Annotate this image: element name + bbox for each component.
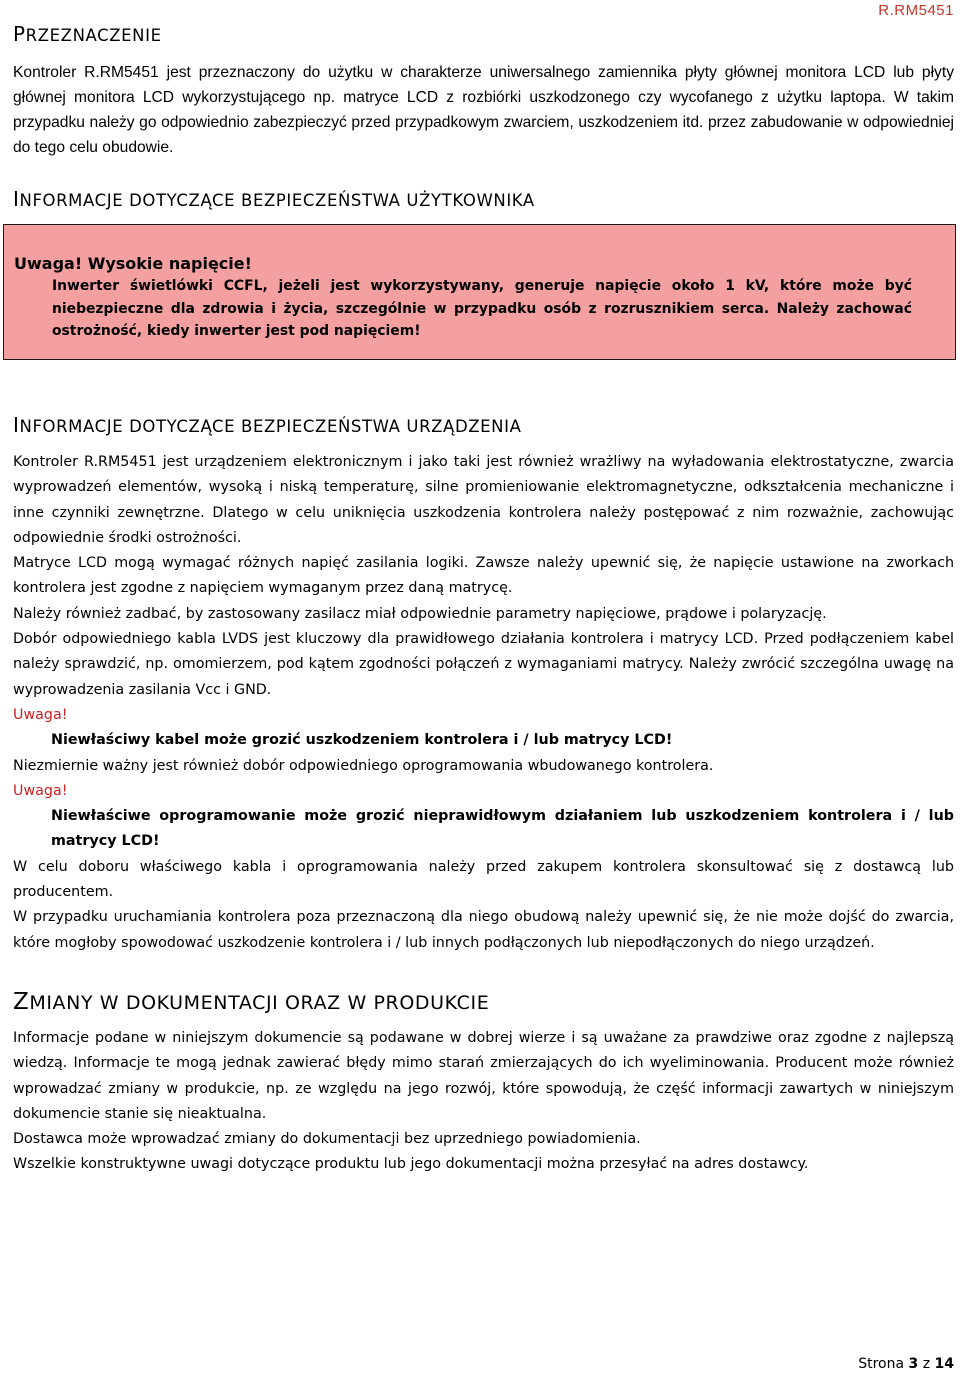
section-title-purpose: [13, 24, 162, 45]
page-number: [858, 1356, 954, 1372]
purpose-paragraph: Kontroler R.RM5451 jest przeznaczony do użytku w charakterze uniwersalnego zamiennika płyty głównej monitora LCD lub płyty głównej monitora LCD wykorzystującego np. matryce LCD z rozbiórki uszkodzonego czy wycofanego z użytku laptopa. W takim przypadku należy go odpowiednio zabezpieczyć przed przypadkowym zwarciem, uszkodzeniem itd. przez zabudowanie w odpowiedniej do tego celu obudowie.: [13, 64, 954, 156]
section-title-initial: I: [13, 187, 20, 211]
paragraph: Należy również zadbać, by zastosowany zasilacz miał odpowiednie parametry napięciowe, prądowe i polaryzację.: [13, 605, 827, 622]
section-title-user-safety: [13, 189, 535, 210]
changes-body: [13, 1026, 954, 1178]
page-total: 14: [934, 1356, 954, 1372]
section-title-rest: RZEZNACZENIE: [25, 26, 162, 45]
section-title-device-safety: [13, 415, 521, 436]
paragraph: Matryce LCD mogą wymagać różnych napięć zasilania logiki. Zawsze należy upewnić się, że napięcie ustawione na zworkach kontrolera jest zgodne z napięciem wymaganym przez daną matrycę.: [13, 555, 954, 597]
paragraph: Dostawca może wprowadzać zmiany do dokumentacji bez uprzedniego powiadomienia.: [13, 1131, 641, 1148]
high-voltage-warning-box: [3, 224, 956, 360]
paragraph: Kontroler R.RM5451 jest urządzeniem elektronicznym i jako taki jest również wrażliwy na wyładowania elektrostatyczne, zwarcia wyprowadzeń elementów, wysoką i niską temperaturę, silne promieniowanie elektromagnetyczne, odkształcenia mechaniczne i inne czynniki zewnętrzne. Dlatego w celu uniknięcia uszkodzenia kontrolera należy postępować z nim rozważnie, zachowując odpowiednie środki ostrożności.: [13, 454, 954, 546]
warning-label: Uwaga!: [13, 706, 68, 723]
section-title-initial: I: [13, 413, 20, 437]
paragraph: Dobór odpowiedniego kabla LVDS jest kluczowy dla prawidłowego działania kontrolera i matrycy LCD. Przed podłączeniem kabel należy sprawdzić, np. omomierzem, pod kątem zgodności połączeń z wymaganiami matrycy. Należy zwrócić szczególna uwagę na wyprowadzenia zasilania Vcc i GND.: [13, 631, 954, 698]
warning-label: Uwaga!: [13, 782, 68, 799]
page-separator: z: [922, 1356, 931, 1372]
paragraph: Niezmiernie ważny jest również dobór odpowiedniego oprogramowania wbudowanego kontrolera.: [13, 757, 714, 774]
warning-text: Inwerter świetlówki CCFL, jeżeli jest wykorzystywany, generuje napięcie około 1 kV, które może być niebezpieczne dla zdrowia i życia, szczególnie w przypadku osób z rozrusznikiem serca. Należy zachować ostrożność, kiedy inwerter jest pod napięciem!: [52, 278, 912, 339]
document-code: R.RM5451: [878, 2, 954, 19]
section-title-changes: [13, 991, 489, 1014]
section-title-initial: P: [13, 22, 26, 46]
warning-statement: Niewłaściwy kabel może grozić uszkodzeniem kontrolera i / lub matrycy LCD!: [51, 732, 673, 749]
page-label: Strona: [858, 1356, 905, 1372]
paragraph: W celu doboru właściwego kabla i oprogramowania należy przed zakupem kontrolera skonsultować się z dostawcą lub producentem.: [13, 858, 954, 901]
paragraph: W przypadku uruchamiania kontrolera poza przeznaczoną dla niego obudową należy upewnić się, że nie może dojść do zwarcia, które mogłoby spowodować uszkodzenie kontrolera i / lub innych podłączonych lub niepodłączonych do niego urządzeń.: [13, 909, 954, 951]
page-current: 3: [908, 1356, 919, 1372]
warning-title: Uwaga! Wysokie napięcie!: [14, 254, 252, 273]
section-title-rest: NFORMACJE DOTYCZĄCE BEZPIECZEŃSTWA UŻYTKOWNIKA: [19, 191, 535, 210]
paragraph: Wszelkie konstruktywne uwagi dotyczące produktu lub jego dokumentacji można przesyłać na adres dostawcy.: [13, 1156, 809, 1173]
section-title-rest: MIANY W DOKUMENTACJI ORAZ W PRODUKCIE: [29, 992, 490, 1014]
warning-statement: Niewłaściwe oprogramowanie może grozić nieprawidłowym działaniem lub uszkodzeniem kontrolera i / lub matrycy LCD!: [51, 808, 954, 850]
section-title-rest: NFORMACJE DOTYCZĄCE BEZPIECZEŃSTWA URZĄDZENIA: [19, 417, 522, 436]
device-safety-body: [13, 450, 954, 956]
paragraph: Informacje podane w niniejszym dokumencie są podawane w dobrej wierze i są uważane za prawdziwe oraz zgodne z najlepszą wiedzą. Informacje te mogą jednak zawierać błędy mimo starań zmierzających do ich wyeliminowania. Producent może również wprowadzać zmiany w produkcie, np. ze względu na jego rozwój, które spowodują, że część informacji zawartych w niniejszym dokumencie stanie się nieaktualna.: [13, 1030, 954, 1122]
section-title-initial: Z: [13, 989, 30, 1015]
